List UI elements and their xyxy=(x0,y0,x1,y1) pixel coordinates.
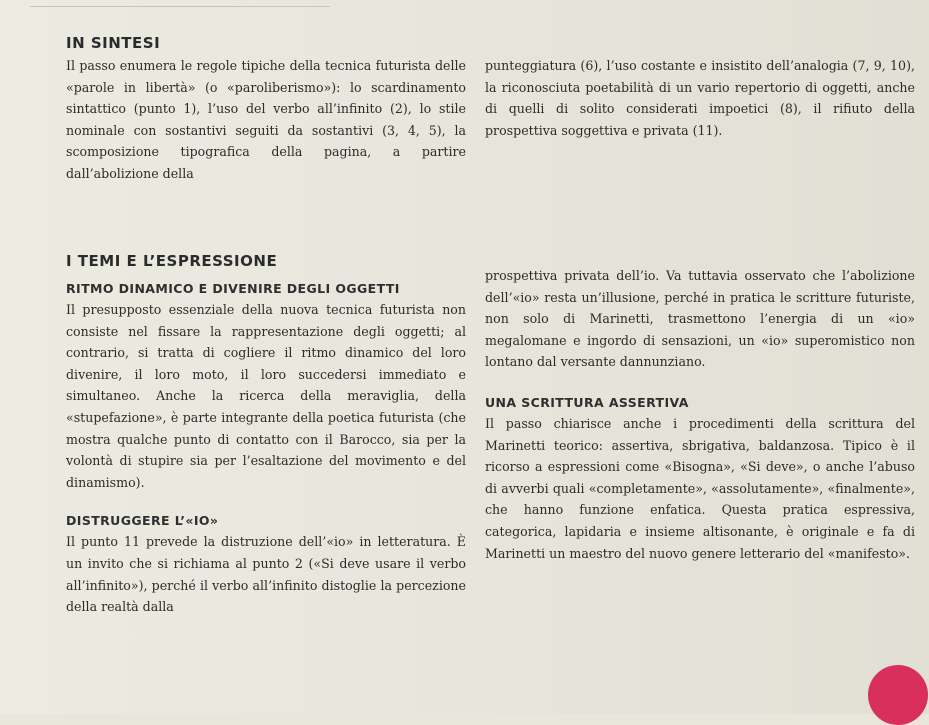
sintesi-right-text: punteggiatura (6), l’uso costante e insistito dell’analogia (7, 9, 10), la riconosciuta poetabilità di un vario repertorio di oggetti, anche di quelli di solito considerati impoetici (8), il rifiuto della prospettiva soggettiva e privata (11). xyxy=(485,58,915,138)
section-heading-sintesi: IN SINTESI xyxy=(66,34,161,52)
subheading-assertiva: UNA SCRITTURA ASSERTIVA xyxy=(485,394,689,410)
subheading-distruggere: DISTRUGGERE L’«IO» xyxy=(66,513,219,529)
prospettiva-text: prospettiva privata dell’io. Va tuttavia osservato che l’abolizione dell’«io» resta un’illusione, perché in pratica le scritture futuriste, non solo di Marinetti, trasmettono l’energia di un «io» megalomane e ingordo di sensazioni, un «io» superomistico non lontano dal versante dannunziano. xyxy=(485,268,915,370)
ritmo-text: Il presupposto essenziale della nuova tecnica futurista non consiste nel fissare la rappresentazione degli oggetti; al contrario, si tratta di cogliere il ritmo dinamico del loro divenire, il loro moto, il loro succedersi immediato e simultaneo. Anche la ricerca della meraviglia, della «stupefazione», è parte integrante della poetica futurista (che mostra qualche punto di contatto con il Barocco, sia per la volontà di stupire sia per l’esaltazione del movimento e del dinamismo). xyxy=(66,302,466,490)
divider xyxy=(30,6,330,7)
sintesi-left-column xyxy=(66,55,466,185)
distruggere-text: Il punto 11 prevede la distruzione dell’«io» in letteratura. È un invito che si richiama al punto 2 («Si deve usare il verbo all’infinito»), perché il verbo all’infinito distoglie la percezione della realtà dalla xyxy=(66,534,466,615)
sintesi-left-text: Il passo enumera le regole tipiche della tecnica futurista delle «parole in libertà» (o «paroliberismo»): lo scardinamento sintattico (punto 1), l’uso del verbo all’infinito (2), lo stile nominale con sostantivi seguiti da sostantivi (3, 4, 5), la scomposizione tipografica della pagina, a partire dall’abolizione della xyxy=(66,58,466,181)
section-heading-temi: I TEMI E L’ESPRESSIONE xyxy=(66,252,278,270)
temi-right-column xyxy=(485,265,915,564)
sintesi-right-column xyxy=(485,55,915,141)
finger-thumb xyxy=(868,665,928,725)
assertiva-text: Il passo chiarisce anche i procedimenti della scrittura del Marinetti teorico: assertiva, sbrigativa, baldanzosa. Tipico è il ricorso a espressioni come «Bisogna», «Si deve», o anche l’abuso di avverbi quali «completamente», «assolutamente», «finalmente», che hanno funzione enfatica. Questa pratica espressiva, categorica, lapidaria e insieme altisonante, è originale e fa di Marinetti un maestro del nuovo genere letterario del «manifesto». xyxy=(485,415,915,561)
subheading-ritmo: RITMO DINAMICO E DIVENIRE DEGLI OGGETTI xyxy=(66,281,400,296)
temi-left-column xyxy=(66,281,466,618)
